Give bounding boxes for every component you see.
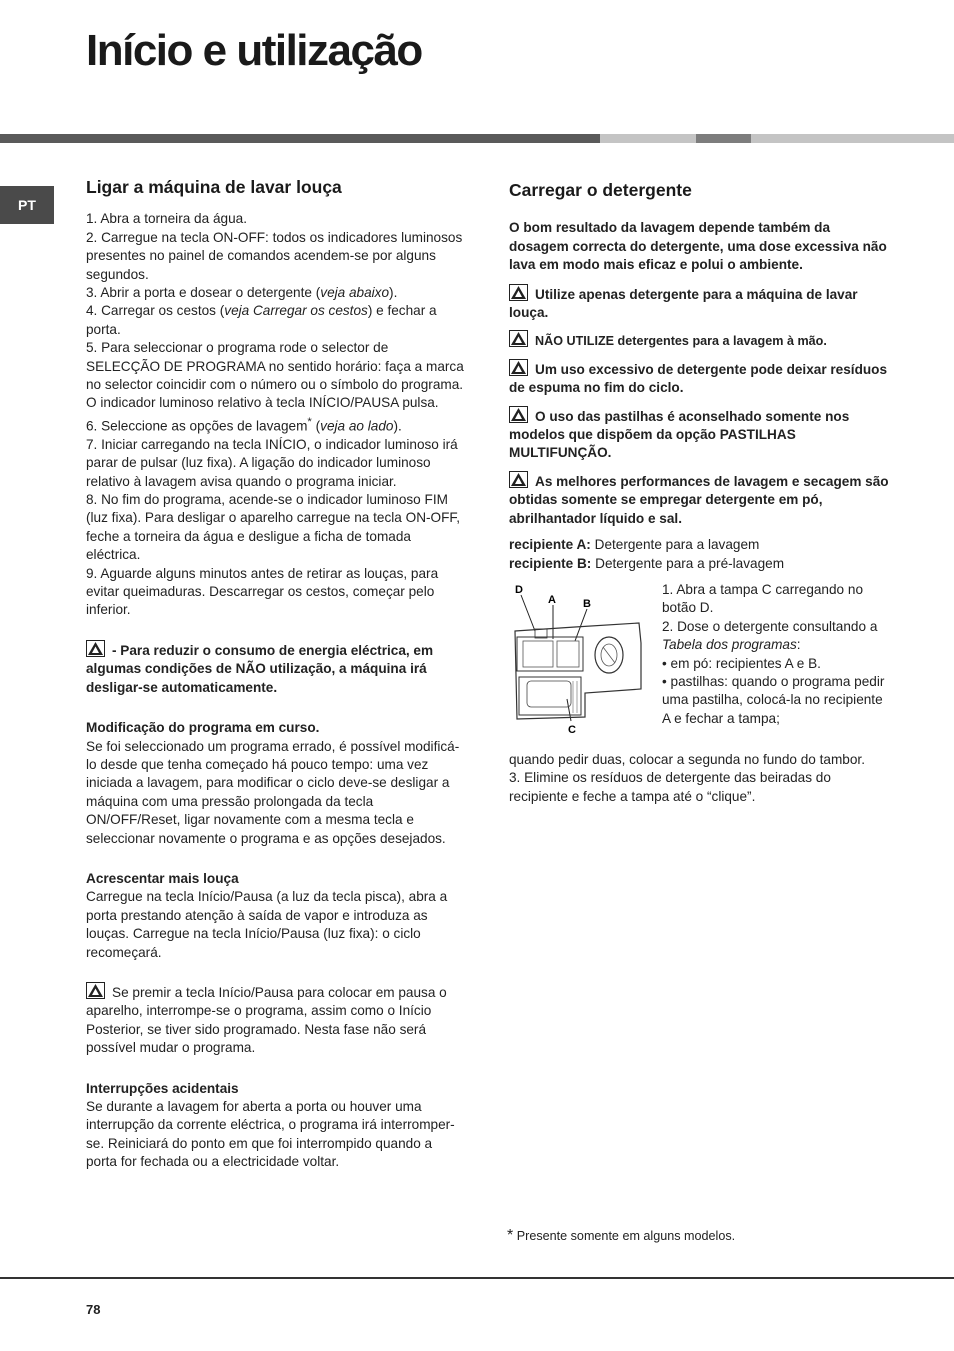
subheading-add-dishes: Acrescentar mais louça (86, 870, 239, 886)
left-column (86, 178, 464, 1172)
footnote: * Presente somente em alguns modelos. (507, 1227, 736, 1244)
section-heading-detergent: Carregar o detergente (509, 180, 692, 200)
title-bar-light (600, 134, 696, 143)
warning-icon (509, 284, 528, 301)
start-steps-list (86, 210, 464, 619)
warning-icon (509, 330, 528, 347)
step-item: 8. No fim do programa, acende-se o indicador luminoso FIM (luz fixa). Para desligar o aparelho carregue na tecla ON-OFF, feche a torneira da água e desligue a ficha de tomada eléctrica. (86, 492, 460, 563)
language-tab: PT (0, 186, 54, 224)
step-item: 7. Iniciar carregando na tecla INÍCIO, o indicador luminoso irá parar de pulsar (luz fixa). A ligação do indicador luminoso relativo à lavagem avisa quando o programa iniciar. (86, 436, 458, 489)
diagram-label-b: B (583, 597, 591, 610)
warning-item: Um uso excessivo de detergente pode deixar resíduos de espuma no fim do ciclo. (509, 359, 889, 398)
title-bar-dark (0, 134, 600, 143)
detergent-dispenser-diagram (509, 581, 649, 741)
warning-icon (86, 640, 105, 657)
tablet-continuation: quando pedir duas, colocar a segunda no fundo do tambor. (509, 751, 865, 767)
dispenser-steps: 1. Abra a tampa C carregando no botão D. 2. Dose o detergente consultando a Tabela dos programas: • em pó: recipientes A e B. • pastilhas: quando o programa pedir uma pastilha, colocá-la no recipiente A e fechar a tampa; (662, 581, 885, 726)
dispenser-diagram-area (509, 581, 889, 751)
step-item: 3. Abrir a porta e dosear o detergente (veja abaixo). (86, 285, 398, 301)
warning-icon (509, 359, 528, 376)
warning-item: O uso das pastilhas é aconselhado somente nos modelos que dispõem da opção PASTILHAS MULTIFUNÇÃO. (509, 406, 889, 463)
step-item: 4. Carregar os cestos (veja Carregar os cestos) e fechar a porta. (86, 303, 437, 337)
warning-item: As melhores performances de lavagem e secagem são obtidas somente se empregar detergente em pó, abrilhantador líquido e sal. (509, 471, 889, 528)
step-item: 6. Seleccione as opções de lavagem* (veja ao lado). (86, 415, 402, 434)
dispenser-step-3: 3. Elimine os resíduos de detergente das beiradas do recipiente e feche a tampa até o “clique”. (509, 770, 831, 804)
warning-icon (509, 406, 528, 423)
step-item: 2. Carregue na tecla ON-OFF: todos os indicadores luminosos presentes no painel de comandos acendem-se por alguns segundos. (86, 229, 463, 282)
page-number: 78 (86, 1302, 101, 1317)
bottom-rule (0, 1277, 954, 1279)
warning-icon (86, 982, 105, 999)
step-item: 9. Aguarde alguns minutos antes de retirar as louças, para evitar queimaduras. Descarregar os cestos, começar pelo inferior. (86, 565, 439, 618)
add-dishes-text: Carregue na tecla Início/Pausa (a luz da tecla pisca), abra a porta prestando atenção à saída de vapor e introduza as louças. Carregue na tecla Início/Pausa (luz fixa): o ciclo recomeçará. (86, 889, 448, 960)
diagram-label-c: C (568, 723, 576, 736)
diagram-label-d: D (515, 583, 523, 596)
section-heading-start: Ligar a máquina de lavar louça (86, 177, 342, 197)
subheading-modify-program: Modificação do programa em curso. (86, 720, 320, 736)
step-item: 5. Para seleccionar o programa rode o selector de SELECÇÃO DE PROGRAMA no sentido horário: faça a marca no selector coincidir com o número ou o símbolo do programa. O indicador luminoso relativo à tecla INÍCIO/PAUSA pulsa. (86, 340, 464, 411)
recipient-b-line: recipiente B: Detergente para a pré-lavagem (509, 555, 785, 571)
modify-program-text: Se foi seleccionado um programa errado, é possível modificá-lo desde que tenha começado há pouco tempo: uma vez iniciada a lavagem, para modificar o ciclo deve-se desligar a máquina com uma pressão prolongada da tecla ON/OFF/Reset, ligar novamente com a mesma tecla e seleccionar novamente o programa e as opções desejados. (86, 738, 460, 846)
right-column (509, 178, 889, 806)
page-title: Início e utilização (86, 26, 422, 75)
detergent-intro: O bom resultado da lavagem depende também da dosagem correcta do detergente, uma dose excessiva não lava em modo mais eficaz e polui o ambiente. (509, 220, 887, 273)
warning-item: NÃO UTILIZE detergentes para a lavagem à mão. (509, 330, 889, 350)
pause-warning: Se premir a tecla Início/Pausa para colocar em pausa o aparelho, interrompe-se o programa, assim como o Início Posterior, se tiver sido programado. Nesta fase não será possível mudar o programa. (86, 982, 464, 1058)
interruptions-text: Se durante a lavagem for aberta a porta ou houver uma interrupção da corrente eléctrica, o programa irá interromper-se. Reiniciará do ponto em que foi interrompido quando a porta for fechada ou a electricidade voltar. (86, 1099, 455, 1170)
diagram-label-a: A (548, 593, 556, 606)
step-item: 1. Abra a torneira da água. (86, 211, 247, 227)
recipient-a-line: recipiente A: Detergente para a lavagem (509, 537, 760, 553)
subheading-interruptions: Interrupções acidentais (86, 1080, 239, 1096)
title-bar-mid (696, 134, 751, 143)
warning-item: Utilize apenas detergente para a máquina de lavar louça. (509, 284, 889, 323)
warning-icon (509, 471, 528, 488)
title-bar-light-end (751, 134, 954, 143)
energy-warning: - Para reduzir o consumo de energia eléctrica, em algumas condições de NÃO utilização, a máquina irá desligar-se automaticamente. (86, 640, 464, 697)
